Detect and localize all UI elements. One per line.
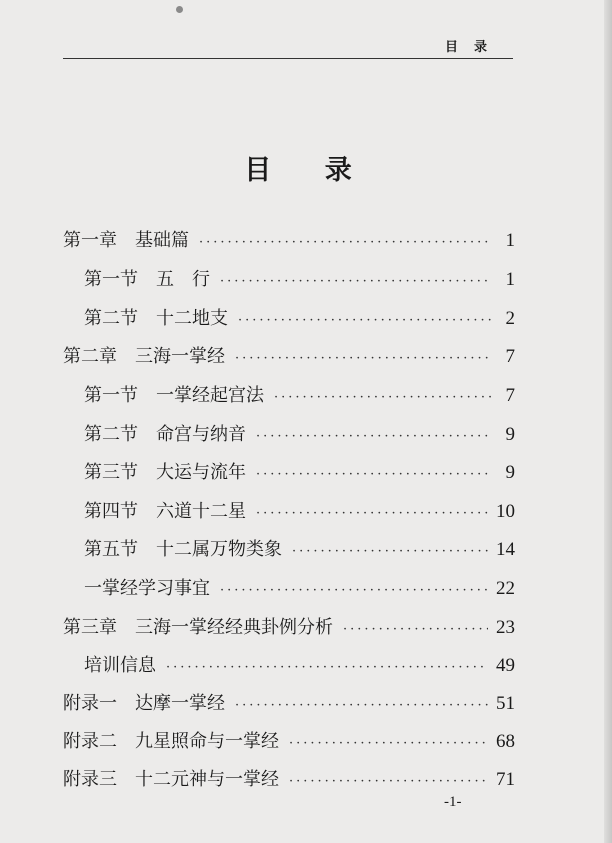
running-head: 目录 <box>445 40 504 55</box>
page-edge-shadow <box>604 0 612 843</box>
toc-entry[interactable] <box>63 727 515 757</box>
toc-entry[interactable] <box>63 226 515 256</box>
toc-entry-page: 2 <box>505 308 515 329</box>
toc-entry-label: 第二章 三海一掌经 <box>63 346 225 367</box>
dot-leader <box>289 767 488 797</box>
toc-entry-label: 一掌经学习事宜 <box>84 578 210 599</box>
dot-leader <box>199 228 491 258</box>
toc-entry[interactable] <box>84 497 515 527</box>
dot-leader <box>292 537 488 567</box>
toc-entry-page: 23 <box>496 617 515 638</box>
toc-entry-label: 第三章 三海一掌经经典卦例分析 <box>63 617 333 638</box>
dot-leader <box>166 653 488 683</box>
dot-leader <box>256 499 488 529</box>
toc-entry-page: 68 <box>496 731 515 752</box>
dot-leader <box>235 344 491 374</box>
dot-leader <box>256 422 491 452</box>
toc-entry-label: 附录一 达摩一掌经 <box>63 693 225 714</box>
dot-leader <box>256 460 491 490</box>
toc-entry-label: 第四节 六道十二星 <box>84 501 246 522</box>
toc-entry-page: 1 <box>505 230 515 251</box>
toc-entry-page: 7 <box>505 346 515 367</box>
dot-leader <box>220 267 491 297</box>
toc-entry-label: 第二节 命宫与纳音 <box>84 424 246 445</box>
toc-entry-page: 1 <box>505 269 515 290</box>
dot-leader <box>343 615 488 645</box>
header-rule <box>63 58 513 59</box>
toc-entry-label: 第一章 基础篇 <box>63 230 189 251</box>
toc-entry[interactable] <box>63 689 515 719</box>
toc-entry-label: 第三节 大运与流年 <box>84 462 246 483</box>
toc-entry[interactable] <box>84 265 515 295</box>
toc-entry[interactable] <box>84 574 515 604</box>
dot-leader <box>220 576 488 606</box>
toc-entry-label: 第一节 一掌经起宫法 <box>84 385 264 406</box>
toc-entry-page: 7 <box>505 385 515 406</box>
toc-entry-page: 49 <box>496 655 515 676</box>
toc-entry-label: 培训信息 <box>84 655 156 676</box>
toc-entry[interactable] <box>84 420 515 450</box>
toc-entry[interactable] <box>84 304 515 334</box>
page-number: -1- <box>444 794 462 810</box>
toc-entry-page: 22 <box>496 578 515 599</box>
dot-leader <box>274 383 491 413</box>
scan-mark <box>176 6 183 13</box>
toc-entry-label: 第一节 五 行 <box>84 269 210 290</box>
toc-entry-label: 第五节 十二属万物类象 <box>84 539 282 560</box>
toc-entry[interactable] <box>84 381 515 411</box>
toc-entry-label: 附录三 十二元神与一掌经 <box>63 769 279 790</box>
toc-entry[interactable] <box>84 458 515 488</box>
toc-entry[interactable] <box>84 535 515 565</box>
toc-entry-page: 71 <box>496 769 515 790</box>
dot-leader <box>289 729 488 759</box>
page-title: 目 录 <box>244 155 374 186</box>
toc-entry-page: 10 <box>496 501 515 522</box>
dot-leader <box>235 691 488 721</box>
toc-entry-page: 51 <box>496 693 515 714</box>
toc-entry-page: 14 <box>496 539 515 560</box>
toc-entry-page: 9 <box>505 462 515 483</box>
toc-entry-page: 9 <box>505 424 515 445</box>
toc-entry[interactable] <box>63 342 515 372</box>
toc-entry-label: 附录二 九星照命与一掌经 <box>63 731 279 752</box>
toc-entry[interactable] <box>63 613 515 643</box>
toc-entry-label: 第二节 十二地支 <box>84 308 228 329</box>
toc-entry[interactable] <box>63 765 515 795</box>
dot-leader <box>238 306 491 336</box>
toc-entry[interactable] <box>84 651 515 681</box>
